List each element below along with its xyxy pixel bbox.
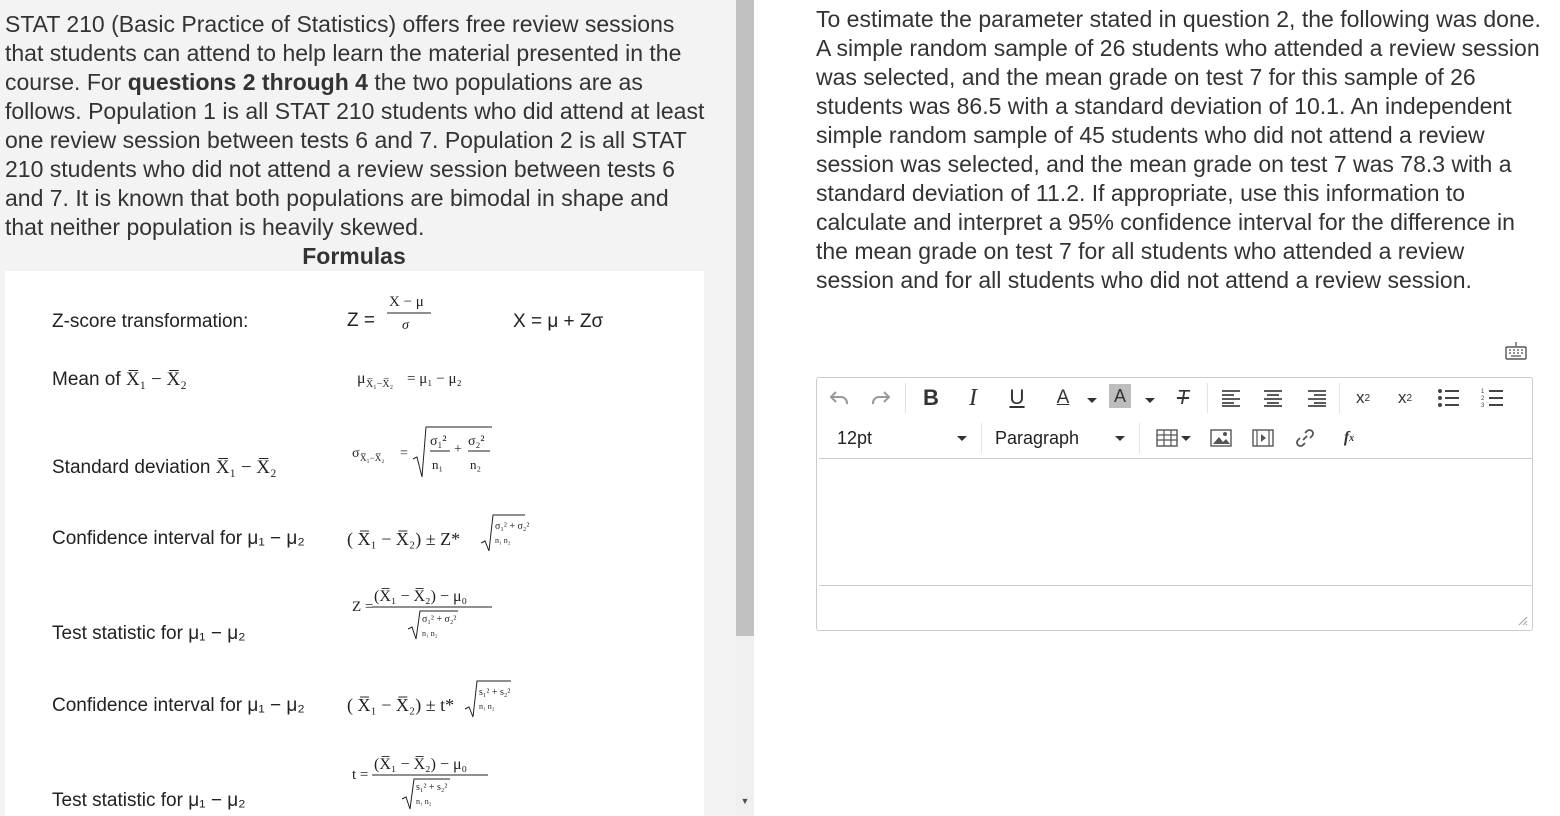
italic-icon[interactable]: I xyxy=(969,384,977,411)
formula-label-test-stat-t: Test statistic for μ₁ − μ₂ xyxy=(52,790,246,811)
formula-reference-pane xyxy=(0,0,736,816)
align-right-icon[interactable] xyxy=(1303,384,1331,412)
formulas-heading: Formulas xyxy=(302,243,406,269)
svg-text:n₁ n₂: n₁ n₂ xyxy=(495,536,511,545)
formula-test-stat-z xyxy=(350,581,510,647)
formula-ci-z xyxy=(345,507,535,557)
svg-text:X̅₁−X̅₂: X̅₁−X̅₂ xyxy=(366,379,394,390)
intro-text-1: STAT 210 (Basic Practice of Statistics) offers free review sessions that students can attend to help learn the material presented in the course. For xyxy=(5,11,682,95)
svg-text:n₁: n₁ xyxy=(432,457,444,472)
font-size-value: 12pt xyxy=(837,427,873,448)
formula-label-ci-t: Confidence interval for μ₁ − μ₂ xyxy=(52,695,305,716)
toolbar-separator xyxy=(981,423,982,453)
align-center-icon[interactable] xyxy=(1259,384,1287,412)
editor-content-area[interactable] xyxy=(819,458,1532,586)
svg-text:( X̅₁ − X̅₂) ± Z*: ( X̅₁ − X̅₂) ± Z* xyxy=(347,529,461,549)
svg-text:σ₁² + σ₂²: σ₁² + σ₂² xyxy=(495,521,530,532)
svg-text:σ₁² + σ₂²: σ₁² + σ₂² xyxy=(422,614,457,625)
block-format-select[interactable] xyxy=(995,424,1135,452)
formula-label-std-dev xyxy=(52,457,277,479)
svg-text:σ: σ xyxy=(352,446,360,461)
intro-bold-text: questions 2 through 4 xyxy=(127,69,368,95)
zscore-lhs: Z = xyxy=(347,310,375,331)
formula-ci-t xyxy=(345,673,525,723)
svg-text:σ₁²: σ₁² xyxy=(430,434,447,449)
left-pane-scrollbar[interactable] xyxy=(736,0,754,816)
formula-zscore xyxy=(343,289,443,337)
scroll-down-arrow-icon[interactable]: ▼ xyxy=(740,796,750,806)
block-format-dropdown-icon[interactable] xyxy=(1115,436,1125,441)
formula-label-ci-z: Confidence interval for μ₁ − μ₂ xyxy=(52,528,305,549)
intro-paragraph xyxy=(5,10,705,242)
svg-text:X̅₁−X̅₂: X̅₁−X̅₂ xyxy=(360,453,385,463)
equation-icon[interactable]: f x xyxy=(1343,429,1355,446)
mean-label-text: Mean of xyxy=(52,369,121,390)
bold-icon[interactable]: B xyxy=(923,385,939,410)
svg-text:n₁ n₂: n₁ n₂ xyxy=(422,629,438,638)
resize-handle-icon[interactable] xyxy=(1516,614,1528,626)
clear-formatting-icon[interactable]: T xyxy=(1176,386,1190,409)
text-color-dropdown-icon[interactable] xyxy=(1087,398,1097,403)
scrollbar-thumb[interactable] xyxy=(736,0,754,636)
formula-std-dev xyxy=(350,421,500,483)
keyboard-icon[interactable] xyxy=(1504,341,1528,361)
formula-label-zscore: Z-score transformation: xyxy=(52,311,249,332)
formula-label-test-stat-z: Test statistic for μ₁ − μ₂ xyxy=(52,623,246,644)
table-dropdown-icon[interactable] xyxy=(1181,436,1191,441)
formula-table xyxy=(5,271,704,816)
underline-icon[interactable]: U xyxy=(1009,386,1025,409)
background-color-dropdown-icon[interactable] xyxy=(1145,398,1155,403)
numbered-list-icon[interactable] xyxy=(1479,384,1507,412)
svg-text:2: 2 xyxy=(1481,396,1485,402)
editor-status-bar xyxy=(817,586,1532,630)
table-icon[interactable] xyxy=(1153,424,1181,452)
svg-text:(X̅₁ − X̅₂) − μ₀: (X̅₁ − X̅₂) − μ₀ xyxy=(374,756,468,773)
svg-text:3: 3 xyxy=(1481,403,1485,409)
intro-text-2: the two populations are as follows. Population 1 is all STAT 210 students who did attend at least one review session between tests 6 and 7. Population 2 is all STAT 210 students who did not attend a review session between tests 6 and 7. It is known that both populations are bimodal in shape and that neither population is heavily skewed. xyxy=(5,69,705,240)
svg-text:σ₂²: σ₂² xyxy=(468,434,485,449)
svg-text:( X̅₁ − X̅₂) ± t*: ( X̅₁ − X̅₂) ± t* xyxy=(347,695,455,715)
text-color-icon[interactable]: A xyxy=(1056,387,1070,408)
svg-text:s₁² + s₂²: s₁² + s₂² xyxy=(479,687,511,698)
undo-icon[interactable] xyxy=(825,384,853,412)
svg-text:n₂: n₂ xyxy=(470,457,482,472)
formula-label-mean xyxy=(52,369,187,391)
font-size-select[interactable] xyxy=(837,424,977,452)
editor-toolbar xyxy=(817,378,1532,458)
svg-text:+: + xyxy=(454,442,462,457)
toolbar-separator xyxy=(1339,383,1340,413)
zscore-numerator: X − μ xyxy=(389,294,424,310)
formula-test-stat-t xyxy=(350,749,510,815)
std-dev-label-text: Standard deviation xyxy=(52,457,211,478)
svg-text:t =: t = xyxy=(352,767,369,783)
std-dev-label-symbol: X̅₁ − X̅₂ xyxy=(215,457,277,478)
font-size-dropdown-icon[interactable] xyxy=(957,436,967,441)
question-text: To estimate the parameter stated in question 2, the following was done. A simple random sample of 26 students who attended a review session was selected, and the mean grade on test 7 for this sample of 26 students was 86.5 with a standard deviation of 10.1. An independent simple random sample of 45 students who did not attend a review session was selected, and the mean grade on test 7 was 78.3 with a standard deviation of 11.2. If appropriate, use this information to calculate and interpret a 95% confidence interval for the difference in the mean grade on test 7 for all students who attended a review session and for all students who did not attend a review session. xyxy=(816,6,1541,293)
link-icon[interactable] xyxy=(1291,424,1319,452)
background-color-icon[interactable]: A xyxy=(1109,384,1131,408)
svg-text:Z =: Z = xyxy=(352,599,374,615)
superscript-icon[interactable]: x 2 xyxy=(1355,388,1371,407)
bullet-list-icon[interactable] xyxy=(1435,384,1463,412)
svg-text:μ: μ xyxy=(357,370,366,387)
toolbar-separator xyxy=(1139,423,1140,453)
svg-text:n₁ n₂: n₁ n₂ xyxy=(479,702,495,711)
formula-zscore-inverse: X = μ + Zσ xyxy=(513,311,604,332)
svg-text:1: 1 xyxy=(1481,389,1485,395)
toolbar-separator xyxy=(1207,383,1208,413)
svg-text:s₁² + s₂²: s₁² + s₂² xyxy=(416,782,448,793)
toolbar-separator xyxy=(905,383,906,413)
image-icon[interactable] xyxy=(1207,424,1235,452)
block-format-value: Paragraph xyxy=(995,427,1080,448)
mean-label-symbol: X̅₁ − X̅₂ xyxy=(125,369,187,390)
subscript-icon[interactable]: x 2 xyxy=(1397,388,1413,407)
redo-icon[interactable] xyxy=(867,384,895,412)
svg-text:(X̅₁ − X̅₂) − μ₀: (X̅₁ − X̅₂) − μ₀ xyxy=(374,588,468,605)
svg-text:=: = xyxy=(400,446,408,461)
svg-text:= μ₁ − μ₂: = μ₁ − μ₂ xyxy=(407,371,462,387)
align-left-icon[interactable] xyxy=(1217,384,1245,412)
rich-text-editor xyxy=(816,377,1533,631)
media-icon[interactable] xyxy=(1249,424,1277,452)
zscore-denominator: σ xyxy=(402,318,409,333)
svg-text:n₁ n₂: n₁ n₂ xyxy=(416,797,432,806)
formula-mean xyxy=(355,363,485,393)
